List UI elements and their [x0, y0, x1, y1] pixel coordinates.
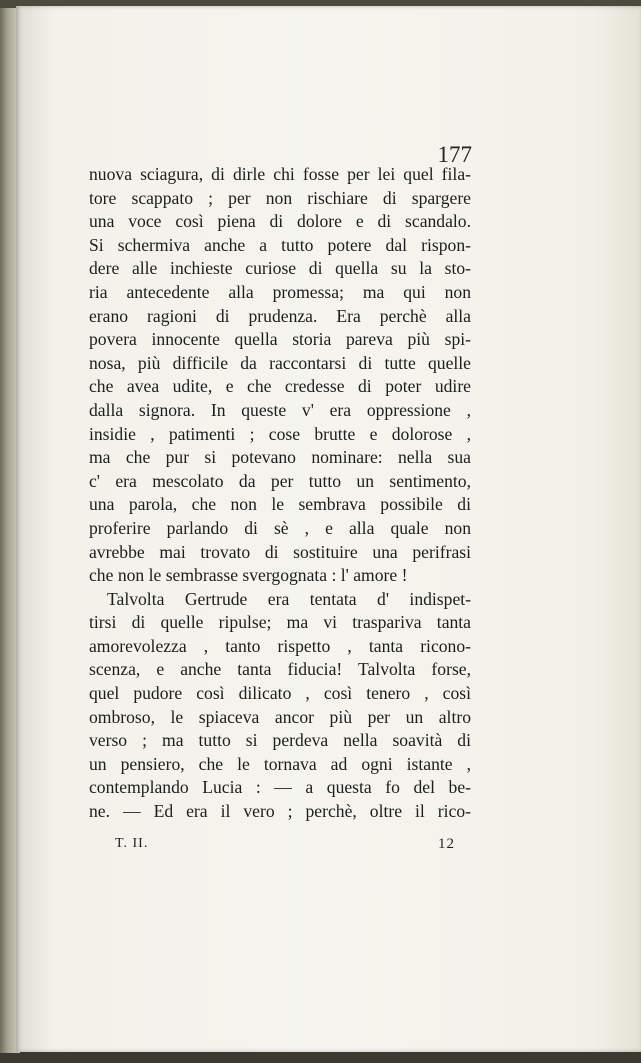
text-line: insidie , patimenti ; cose brutte e dolorose ,	[89, 423, 471, 444]
text-line: dere alle inchieste curiose di quella su la sto-	[89, 258, 471, 279]
page-footer	[115, 836, 455, 860]
gathering-number: 12	[438, 836, 455, 852]
page-number: 177	[437, 142, 472, 167]
text-line: ma che pur si potevano nominare: nella sua	[89, 447, 471, 468]
text-line: che non le sembrasse svergognata : l' amore !	[89, 565, 408, 586]
text-line: erano ragioni di prudenza. Era perchè alla	[89, 305, 471, 326]
text-line: proferire parlando di sè , e alla quale non	[89, 517, 471, 538]
body-text	[89, 163, 471, 824]
text-line: amorevolezza , tanto rispetto , tanta ricono-	[89, 635, 471, 656]
text-line: Talvolta Gertrude era tentata d' indispet-	[107, 588, 471, 609]
text-line: dalla signora. In queste v' era oppressione ,	[89, 399, 471, 420]
text-line: ria antecedente alla promessa; ma qui non	[89, 281, 471, 302]
text-line: tirsi di quelle ripulse; ma vi traspariva tanta	[89, 612, 471, 633]
text-line: nosa, più difficile da raccontarsi di tutte quelle	[89, 352, 471, 373]
text-line: tore scappato ; per non rischiare di spargere	[89, 187, 471, 208]
text-line: quel pudore così dilicato , così tenero , così	[89, 683, 471, 704]
text-line: contemplando Lucia : — a questa fo del be-	[89, 777, 471, 798]
text-line: scenza, e anche tanta fiducia! Talvolta forse,	[89, 659, 471, 680]
text-line: una voce così piena di dolore e di scandalo.	[89, 211, 471, 232]
volume-signature: T. II.	[115, 836, 149, 851]
text-line: ne. — Ed era il vero ; perchè, oltre il rico-	[89, 801, 471, 822]
text-line: verso ; ma tutto si perdeva nella soavità di	[89, 730, 471, 751]
text-line: un pensiero, che le tornava ad ogni istante ,	[89, 753, 471, 774]
text-line: nuova sciagura, di dirle chi fosse per lei quel fila-	[89, 164, 471, 184]
text-line: povera innocente quella storia pareva più spi-	[89, 329, 471, 350]
text-line: che avea udite, e che credesse di poter udire	[89, 376, 471, 397]
text-line: Si schermiva anche a tutto potere dal rispon-	[89, 234, 471, 255]
text-line: avrebbe mai trovato di sostituire una perifrasi	[89, 541, 471, 562]
text-line: una parola, che non le sembrava possibile di	[89, 494, 471, 515]
text-line: c' era mescolato da per tutto un sentimento,	[89, 470, 471, 491]
text-line: ombroso, le spiaceva ancor più per un altro	[89, 706, 471, 727]
